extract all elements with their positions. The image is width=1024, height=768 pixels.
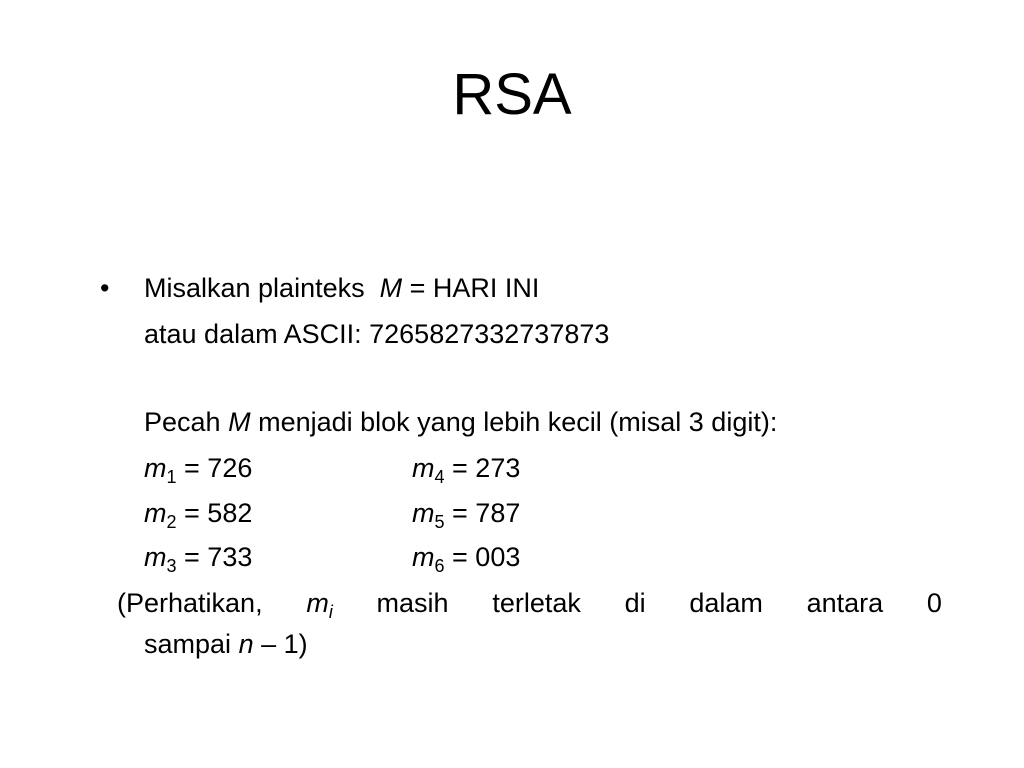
split-variable: M [228, 407, 251, 437]
block-value: = 582 [184, 498, 253, 528]
block-variable: m [412, 498, 435, 528]
block-m5 [412, 497, 521, 532]
note-word: dalam [689, 588, 763, 618]
plaintext-value: = HARI INI [409, 273, 540, 303]
note-word: (Perhatikan, [117, 588, 263, 618]
note-continuation-text: sampai [144, 629, 232, 659]
block-m1 [144, 452, 253, 487]
note-word: antara [806, 588, 884, 618]
block-variable: m [144, 498, 167, 528]
slide-title: RSA [452, 62, 572, 127]
split-instruction-line [144, 406, 777, 438]
note-continuation [144, 628, 308, 660]
block-subscript: 2 [166, 512, 177, 532]
block-variable: m [412, 453, 435, 483]
note-word: masih [376, 588, 449, 618]
note-variable-subscript: i [328, 602, 333, 622]
block-value: = 003 [452, 542, 521, 572]
block-m6 [412, 541, 521, 576]
block-m4 [412, 452, 521, 487]
block-variable: m [144, 453, 167, 483]
split-label: Pecah [144, 407, 221, 437]
plaintext-variable: M [379, 273, 403, 303]
note-word: 0 [926, 588, 942, 618]
block-subscript: 1 [166, 467, 177, 487]
block-subscript: 4 [434, 467, 445, 487]
note-continuation-end: – 1) [261, 629, 308, 659]
note-line [117, 587, 942, 622]
block-m2 [144, 497, 253, 532]
block-subscript: 6 [434, 556, 445, 576]
split-description: menjadi blok yang lebih kecil (misal 3 digit): [258, 407, 778, 437]
block-subscript: 3 [166, 556, 177, 576]
block-value: = 273 [452, 453, 521, 483]
block-variable: m [412, 542, 435, 572]
block-value: = 726 [184, 453, 253, 483]
block-value: = 733 [184, 542, 253, 572]
note-continuation-variable: n [238, 629, 254, 659]
block-value: = 787 [452, 498, 521, 528]
note-word: terletak [492, 588, 581, 618]
bullet-marker: • [100, 273, 110, 303]
note-variable [306, 587, 333, 622]
plaintext-label: Misalkan plainteks [144, 273, 365, 303]
block-variable: m [144, 542, 167, 572]
block-m3 [144, 541, 253, 576]
note-variable-letter: m [306, 588, 329, 618]
note-word: di [624, 588, 646, 618]
plaintext-line [144, 272, 539, 304]
block-subscript: 5 [434, 512, 445, 532]
ascii-line: atau dalam ASCII: 7265827332737873 [144, 319, 610, 349]
